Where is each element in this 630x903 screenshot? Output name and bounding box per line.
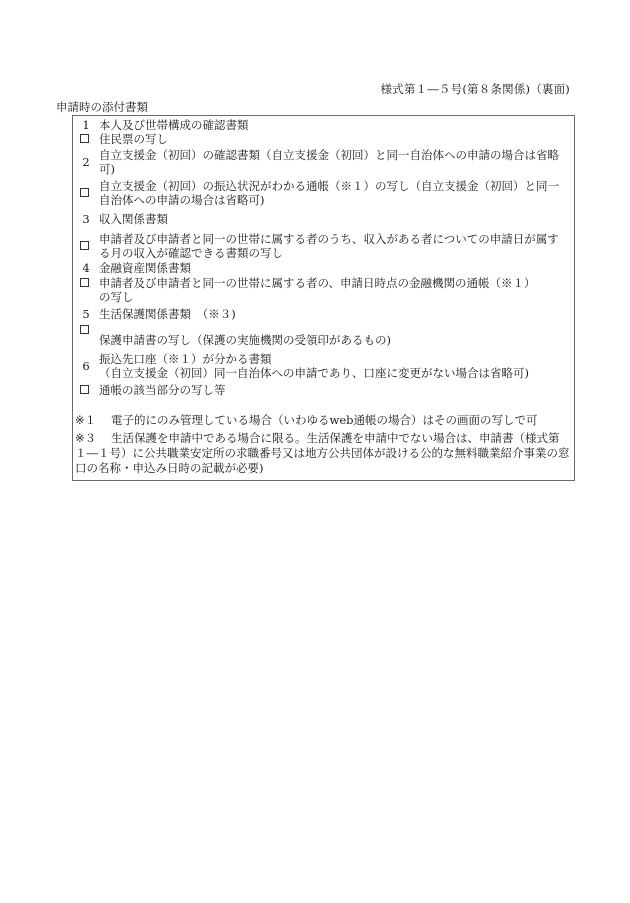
check-item-label: 住民票の写し [99,132,168,146]
check-item-label: 自立支援金（初回）の振込状況がわかる通帳（※１）の写し（自立支援金（初回）と同一自治体への申請の場合は省略可) [99,179,559,207]
checkbox[interactable] [73,276,95,290]
heading-financial-assets [73,261,574,275]
checkbox-icon[interactable] [80,134,89,143]
item-heading-group [95,352,574,380]
item-subheading: （自立支援金（初回）同一自治体への申請であり、口座に変更がない場合は省略可) [99,366,529,380]
note-ref: ※１ [75,413,97,427]
checkbox[interactable] [73,186,95,200]
checkbox[interactable] [73,323,95,337]
item-number: 4 [82,261,90,275]
check-item-transfer-status-bankbook[interactable] [73,178,574,208]
checkbox-icon[interactable] [80,278,89,287]
item-number: 6 [82,359,90,373]
check-item-assistance-application[interactable] [73,323,574,347]
check-item-label: 申請者及び申請者と同一の世帯に属する者の、申請日時点の金融機関の通帳（※１）の写し [99,276,530,304]
note-text: 生活保護を申請中である場合に限る。生活保護を申請中でない場合は、申請書（様式第１―１号）に公共職業安定所の求職番号又は地方公共団体が設ける公的な無料職業紹介事業の窓口の名称・申込み日時の記載が必要) [75,431,570,475]
check-item-label: 通帳の該当部分の写し等 [99,383,226,397]
checkbox-icon[interactable] [80,188,89,197]
checkbox-icon[interactable] [80,325,89,334]
check-item-bankbook-relevant-part[interactable] [73,383,574,397]
item-heading: 収入関係書類 [99,212,168,226]
check-item-bankbook-copy[interactable] [73,276,574,306]
attachments-box [72,115,575,481]
form-number: 様式第１―５号(第８条関係)（裏面) [380,82,570,96]
check-item-label: 保護申請書の写し（保護の実施機関の受領印があるもの) [99,333,391,347]
checkbox-icon[interactable] [80,385,89,394]
checkbox-icon[interactable] [80,241,89,250]
note-text: 電子的にのみ管理している場合（いわゆるweb通帳の場合）はその画面の写しで可 [111,413,538,427]
note-1 [75,413,570,428]
check-item-resident-record[interactable] [73,132,574,146]
checkbox[interactable] [73,132,95,146]
checkbox[interactable] [73,383,95,397]
note-ref: ※３ [75,431,97,445]
heading-initial-support-documents [73,147,574,177]
note-3 [75,431,570,476]
section-title: 申請時の添付書類 [56,100,148,114]
checkbox[interactable] [73,239,95,253]
item-heading: 振込先口座（※１）が分かる書類 [99,352,272,366]
item-number: 3 [82,212,90,226]
item-heading: 本人及び世帯構成の確認書類 [99,118,249,132]
item-heading: 金融資産関係書類 [99,261,191,275]
item-number: 5 [82,307,90,321]
item-heading: 自立支援金（初回）の確認書類（自立支援金（初回）と同一自治体への申請の場合は省略可) [99,148,559,176]
heading-public-assistance [73,307,574,321]
item-heading: 生活保護関係書類 （※３) [99,307,236,321]
heading-income-documents [73,212,574,226]
item-number: 1 [82,118,90,132]
heading-transfer-account [73,351,574,381]
item-number: 2 [82,155,90,169]
check-item-label: 申請者及び申請者と同一の世帯に属する者のうち、収入がある者についての申請日が属する月の収入が確認できる書類の写し [99,232,559,260]
check-item-income-proof[interactable] [73,231,574,261]
heading-identity-documents [73,118,574,132]
